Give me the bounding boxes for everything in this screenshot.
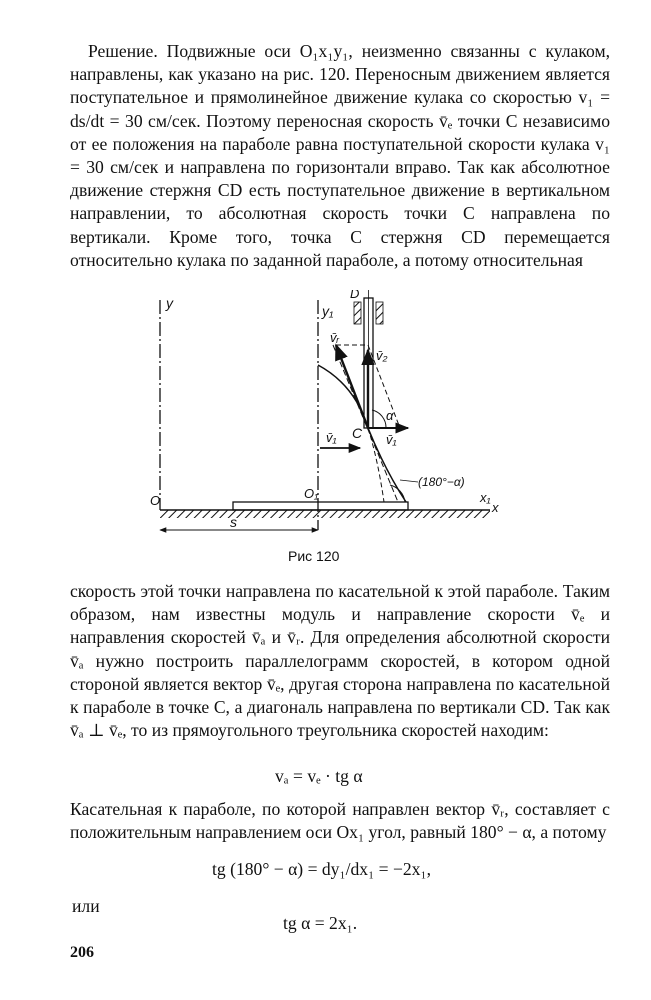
page-number: 206: [70, 944, 94, 961]
vector-vr: [336, 345, 368, 428]
label-alpha: α: [386, 408, 394, 423]
equation-tg180: tg (180° − α) = dy₁/dx₁ = −2x₁,: [212, 859, 431, 879]
label-y: y: [166, 295, 173, 311]
label-y1: y₁: [322, 303, 334, 319]
figure-caption: Рис 120: [288, 548, 340, 564]
angle-leader: [400, 480, 418, 482]
label-c: C: [352, 425, 363, 441]
label-vr: v̄ᵣ: [330, 330, 339, 345]
paragraph-tangent: Касательная к параболе, по которой направлен вектор v̄ᵣ, составляет с положительным направлением оси Ox₁ угол, равный 180° − α, а потому: [70, 799, 610, 843]
ground-hatch: [160, 510, 490, 518]
label-s: s: [230, 514, 237, 530]
equation-tg-alpha: tg α = 2x₁.: [283, 913, 358, 933]
word-or: или: [72, 896, 100, 916]
label-d: D: [350, 290, 360, 301]
cam-base: [233, 502, 408, 510]
guide-right: [376, 302, 383, 324]
angle-alpha-arc: [372, 410, 386, 428]
parabola-dashed: [368, 428, 384, 502]
label-x1: x₁: [480, 490, 491, 505]
figure-120: [150, 290, 510, 540]
label-v1-right: v̄₁: [386, 432, 397, 447]
label-x: x: [492, 500, 499, 515]
label-v1-left: v̄₁: [326, 430, 337, 445]
paragraph-solution: Решение. Подвижные оси O₁x₁y₁, неизменно связанны с кулаком, направлены, как указано на рис. 120. Переносным движением является поступательное и прямолинейное движение кулака со скоростью v₁ = ds/dt = 30 см/сек. Поэтому переносная скорость v̄ₑ точки C независимо от ее положения на параболе равна поступательной скорости кулака v₁ = 30 см/сек и направлена по горизонтали вправо. Так как абсолютное движение стержня CD есть поступательное движение в вертикальном направлении, то абсолютная скорость точки C направлена по вертикали. Кроме того, точка C стержня CD перемещается относительно кулака по заданной параболе, а потому относительная: [70, 41, 610, 270]
label-v2: v̄₂: [376, 348, 388, 363]
equation-va: vₐ = vₑ · tg α: [275, 766, 363, 786]
label-angle: (180°−α): [418, 475, 465, 489]
label-o: O: [150, 493, 161, 508]
label-o1: O₁: [304, 486, 319, 501]
guide-left: [354, 302, 361, 324]
paragraph-parallelogram: скорость этой точки направлена по касательной к этой параболе. Таким образом, нам известны модуль и направление скорости v̄ₑ и направления скоростей v̄ₐ и v̄ᵣ. Для определения абсолютной скорости v̄ₐ нужно построить параллелограмм скоростей, в котором одной стороной является вектор v̄ₑ, другая сторона направлена по касательной к параболе в точке C, а диагональ направлена по вертикали CD. Так как v̄ₐ ⊥ v̄ₑ, то из прямоугольного треугольника скоростей находим:: [70, 581, 610, 741]
